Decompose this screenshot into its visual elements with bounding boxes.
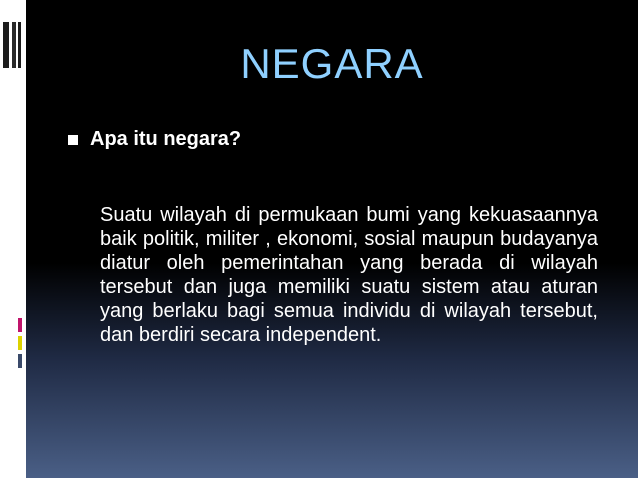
- definition-paragraph: Suatu wilayah di permukaan bumi yang kekuasaannya baik politik, militer , ekonomi, sosial maupun budayanya diatur oleh pemerintahan yang berada di wilayah tersebut dan juga memiliki suatu sistem atau aturan yang berlaku bagi semua individu di wilayah tersebut, dan berdiri secara independent.: [100, 204, 598, 346]
- bullet-item: [68, 128, 241, 151]
- decorative-bar: [18, 22, 21, 68]
- decorative-bar: [3, 22, 9, 68]
- decorative-square-magenta: [18, 318, 22, 332]
- decorative-square-yellow: [18, 336, 22, 350]
- decorative-square-blue: [18, 354, 22, 368]
- bullet-question: Apa itu negara?: [90, 128, 242, 150]
- left-decorative-band: [0, 0, 26, 478]
- decorative-bar: [12, 22, 16, 68]
- bullet-square-icon: [68, 135, 78, 145]
- slide-title: NEGARA: [240, 40, 424, 87]
